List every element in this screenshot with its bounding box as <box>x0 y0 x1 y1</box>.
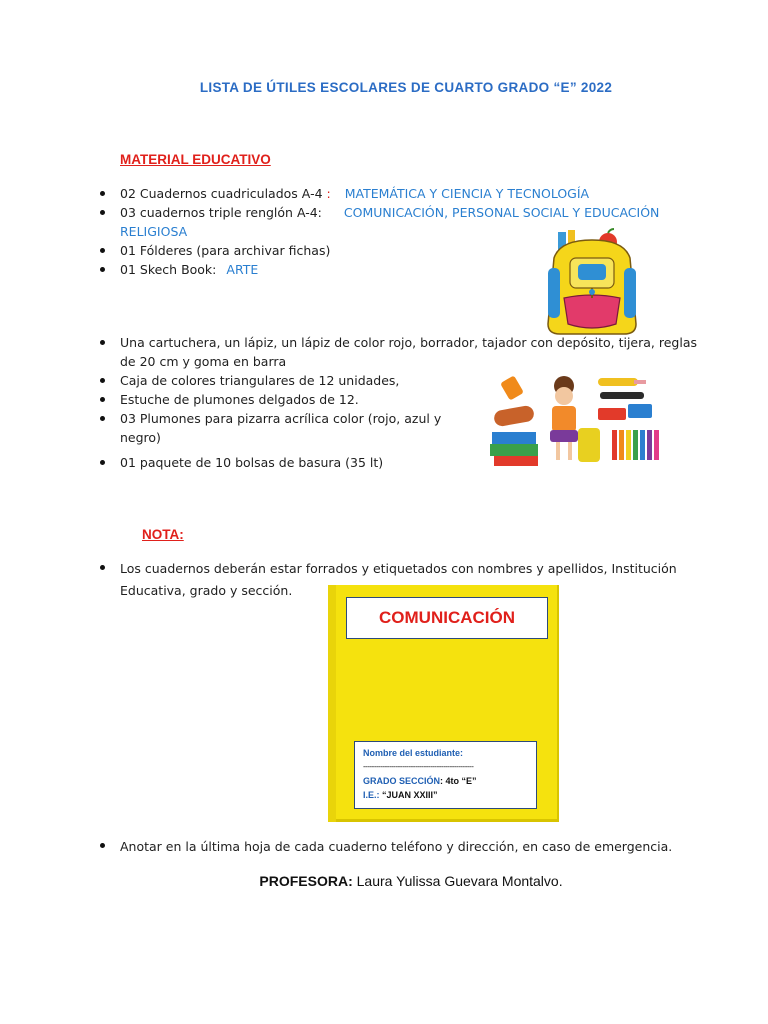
document-title: LISTA DE ÚTILES ESCOLARES DE CUARTO GRADO “E” 2022 <box>199 80 613 95</box>
teacher-label: PROFESORA: <box>259 873 353 889</box>
list-item: 01 paquete de 10 bolsas de basura (35 lt) <box>98 453 708 472</box>
list-item: Estuche de plumones delgados de 12. <box>98 390 708 409</box>
grade-label: GRADO SECCIÓN <box>363 776 441 786</box>
emergency-note-list <box>98 836 728 858</box>
student-name-label: Nombre del estudiante: <box>363 748 464 758</box>
notebook-title-label <box>346 597 548 639</box>
list-item: 02 Cuadernos cuadriculados A-4 : MATEMÁTICA Y CIENCIA Y TECNOLOGÍA <box>98 184 718 203</box>
grade-value: : 4to “E” <box>440 776 477 786</box>
list-item: 03 Plumones para pizarra acrílica color (rojo, azul y negro) <box>98 409 460 447</box>
teacher-name: Laura Yulissa Guevara Montalvo. <box>352 873 563 889</box>
section-heading-nota: NOTA: <box>142 527 184 542</box>
notebook-cover-title: COMUNICACIÓN <box>379 608 515 627</box>
teacher-signature-line <box>0 873 768 889</box>
list-item: Una cartuchera, un lápiz, un lápiz de color rojo, borrador, tajador con depósito, tijera, reglas de 20 cm y goma en barra <box>98 333 708 371</box>
ie-label: I.E.: <box>363 790 380 800</box>
subject-label: MATEMÁTICA Y CIENCIA Y TECNOLOGÍA <box>344 186 590 201</box>
notebook-info-label <box>354 741 537 809</box>
section-heading-material: MATERIAL EDUCATIVO <box>120 152 271 167</box>
school-supplies-illustration <box>484 374 666 470</box>
list-item: Caja de colores triangulares de 12 unidades, <box>98 371 708 390</box>
subject-label: COMUNICACIÓN, PERSONAL SOCIAL Y EDUCACIÓN RELIGIOSA <box>120 205 660 239</box>
name-line: --------------------------------------------------- <box>363 762 474 771</box>
subject-label: ARTE <box>226 262 259 277</box>
list-item: Los cuadernos deberán estar forrados y etiquetados con nombres y apellidos, Institución Educativa, grado y sección. <box>98 558 728 602</box>
notebook-spine <box>328 585 336 822</box>
list-item: 01 Fólderes (para archivar fichas) <box>98 241 718 260</box>
list-item: 03 cuadernos triple renglón A-4: COMUNICACIÓN, PERSONAL SOCIAL Y EDUCACIÓN RELIGIOSA <box>98 203 718 241</box>
list-item: 01 Skech Book: ARTE <box>98 260 718 279</box>
notebook-cover-illustration <box>334 585 559 822</box>
backpack-illustration <box>544 228 640 340</box>
ie-value: “JUAN XXIII” <box>379 790 438 800</box>
list-item: Anotar en la última hoja de cada cuaderno teléfono y dirección, en caso de emergencia. <box>98 836 728 858</box>
